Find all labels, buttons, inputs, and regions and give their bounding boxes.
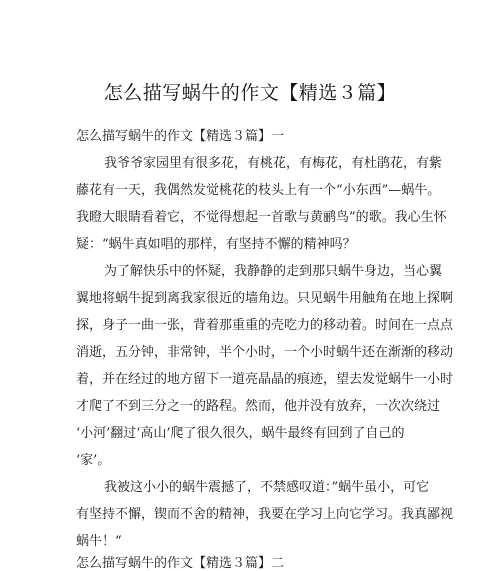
paragraph-3-line-3: 蜗牛！“ xyxy=(76,534,122,549)
paragraph-1-line-4: 疑：“蜗牛真如唱的那样，有坚持不懈的精神吗？ xyxy=(76,237,356,252)
paragraph-2-line-8: ‘家’。 xyxy=(76,453,111,468)
document-title: 怎么描写蜗牛的作文【精选３篇】 xyxy=(103,82,397,104)
paragraph-2-line-2: 翼地将蜗牛捉到离我家很近的墙角边。只见蜗牛用触角在地上探啊 xyxy=(76,291,454,306)
paragraph-2-line-7: ‘小河’翻过‘高山’爬了很久很久，蜗牛最终有回到了自己的 xyxy=(76,426,405,441)
paragraph-2-line-4: 消逝，五分钟，非常钟，半个小时，一个小时蜗牛还在渐渐的移动 xyxy=(76,345,454,360)
paragraph-1-line-3: 我瞪大眼睛看着它，不觉得想起一首歌与黄鹂鸟”的歌。我心生怀 xyxy=(76,210,447,225)
paragraph-2-line-3: 探，身子一曲一张，背着那重重的壳吃力的移动着。时间在一点点 xyxy=(76,318,454,333)
paragraph-3-line-2: 有坚持不懈，锲而不舍的精神，我要在学习上向它学习。我真鄙视 xyxy=(76,507,454,522)
section-heading-2: 怎么描写蜗牛的作文【精选３篇】二 xyxy=(76,556,285,571)
paragraph-2-line-5: 着，并在经过的地方留下一道亮晶晶的痕迹，望去发觉蜗牛一小时 xyxy=(76,372,454,387)
paragraph-2-line-6: 才爬了不到三分之一的路程。然而，他并没有放弃，一次次绕过 xyxy=(76,399,441,414)
paragraph-1-line-2: 藤花有一天，我偶然发觉桃花的枝头上有一个“小东西”—蜗牛。 xyxy=(76,183,441,198)
paragraph-2-line-1: 为了解快乐中的怀疑，我静静的走到那只蜗牛身边，当心翼 xyxy=(104,264,443,279)
paragraph-1-line-1: 我爷爷家园里有很多花，有桃花，有梅花，有杜鹃花，有紫 xyxy=(104,156,443,171)
section-heading-1: 怎么描写蜗牛的作文【精选３篇】一 xyxy=(76,129,285,144)
paragraph-3-line-1: 我被这小小的蜗牛震撼了，不禁感叹道：”蜗牛虽小，可它 xyxy=(104,480,430,495)
